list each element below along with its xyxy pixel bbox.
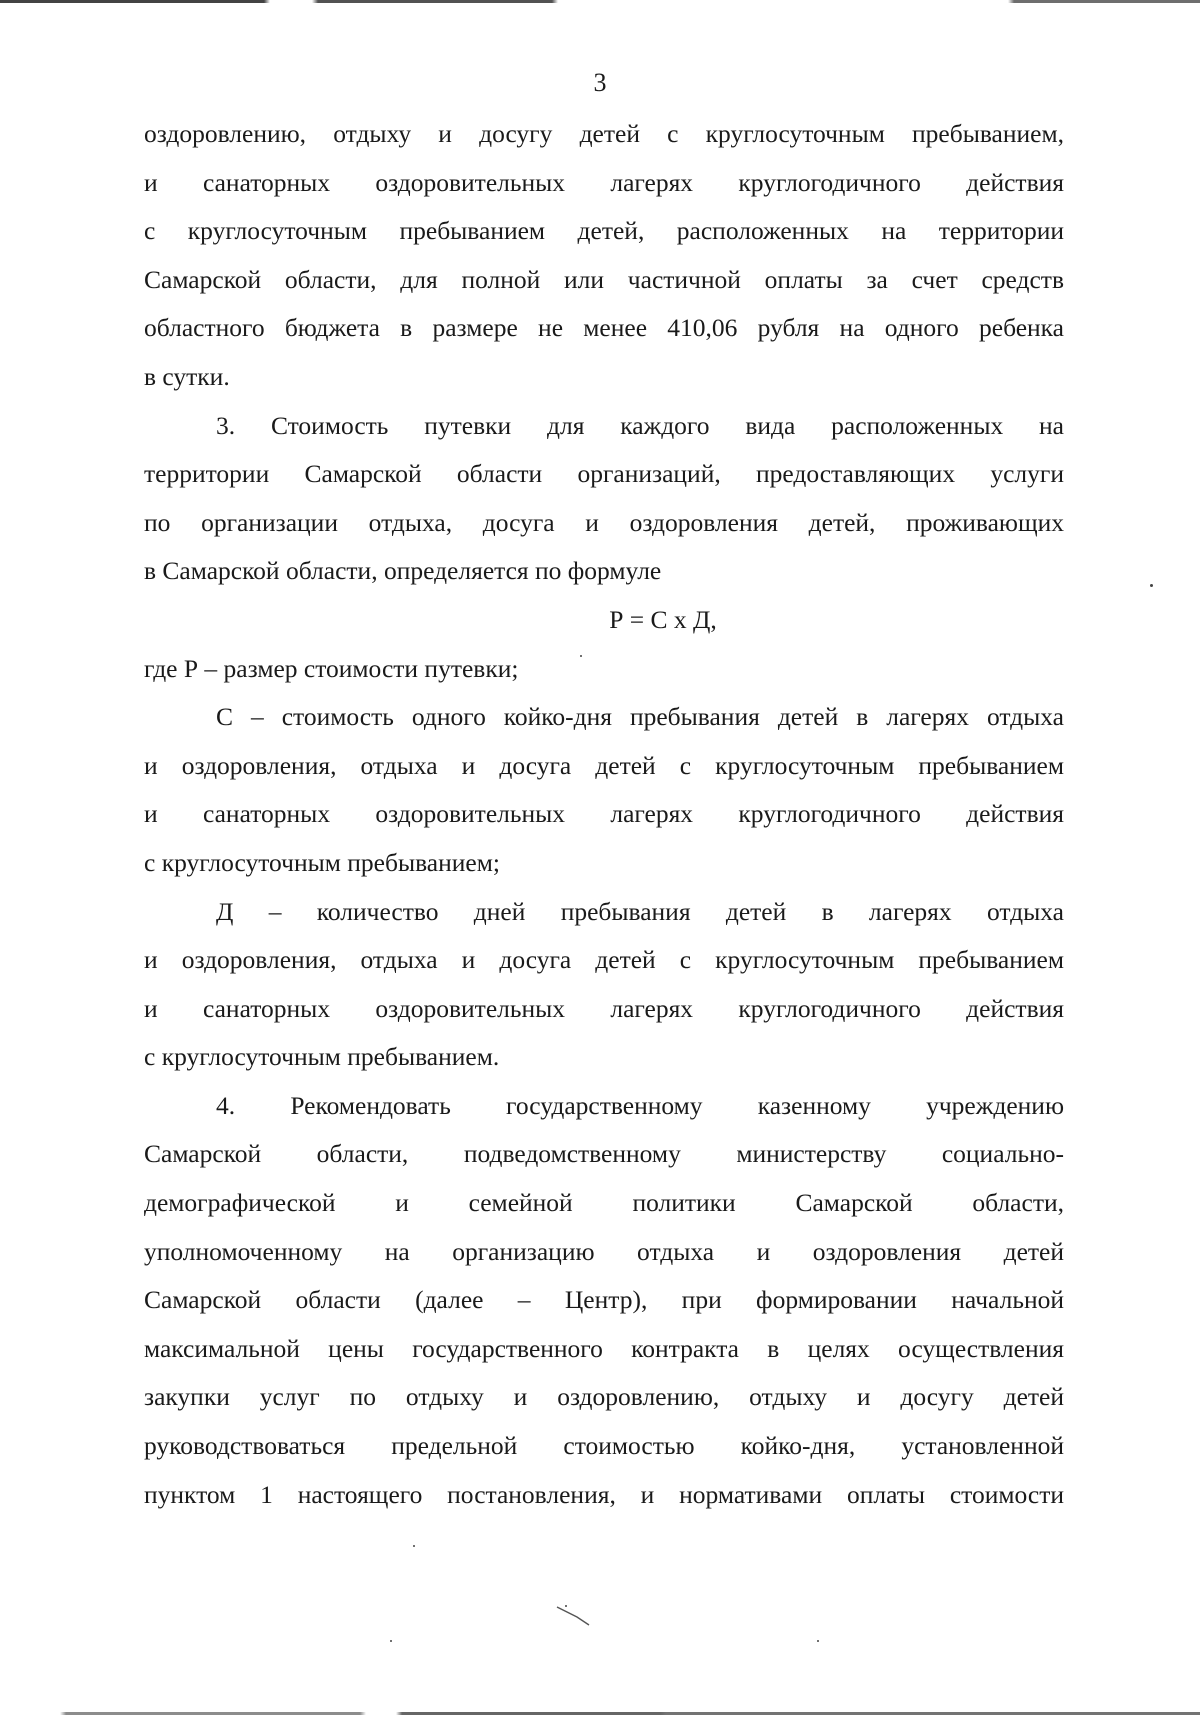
text-line: и санаторных оздоровительных лагерях круглогодичного действия [144, 993, 1064, 1023]
text-line: Д – количество дней пребывания детей в лагерях отдыха [216, 896, 1064, 926]
scan-edge-bottom [0, 1712, 1200, 1715]
text-line: демографической и семейной политики Самарской области, [144, 1188, 1064, 1218]
text-line: и оздоровления, отдыха и досуга детей с круглосуточным пребыванием [144, 945, 1064, 975]
scan-speck [1150, 584, 1153, 587]
text-line: по организации отдыха, досуга и оздоровления детей, проживающих [144, 507, 1064, 537]
scan-speck [413, 1545, 415, 1547]
text-line: руководствоваться предельной стоимостью койко-дня, установленной [144, 1431, 1064, 1461]
text-line: закупки услуг по отдыху и оздоровлению, отдыху и досугу детей [144, 1382, 1064, 1412]
scan-speck [580, 655, 582, 657]
text-line: С – стоимость одного койко-дня пребывания детей в лагерях отдыха [216, 702, 1064, 732]
formula-line: Р = С х Д, [609, 604, 717, 634]
text-line: и санаторных оздоровительных лагерях круглогодичного действия [144, 167, 1064, 197]
text-line: где Р – размер стоимости путевки; [144, 653, 519, 683]
text-line: и оздоровления, отдыха и досуга детей с круглосуточным пребыванием [144, 750, 1064, 780]
page-number: 3 [593, 68, 607, 97]
text-line: территории Самарской области организаций, предоставляющих услуги [144, 459, 1064, 489]
text-line: с круглосуточным пребыванием детей, расположенных на территории [144, 216, 1064, 246]
scan-speck [817, 1640, 819, 1642]
text-line: в сутки. [144, 361, 230, 391]
scan-speck [390, 1640, 392, 1642]
text-line: и санаторных оздоровительных лагерях круглогодичного действия [144, 799, 1064, 829]
text-line: Самарской области (далее – Центр), при формировании начальной [144, 1285, 1064, 1315]
text-line: оздоровлению, отдыху и досугу детей с круглосуточным пребыванием, [144, 119, 1064, 148]
text-line: максимальной цены государственного контракта в целях осуществления [144, 1333, 1064, 1363]
text-line: с круглосуточным пребыванием. [144, 1042, 500, 1072]
text-line: 3. Стоимость путевки для каждого вида расположенных на [216, 410, 1064, 440]
scan-edge-top [0, 0, 1200, 3]
text-line: уполномоченному на организацию отдыха и оздоровления детей [144, 1236, 1064, 1266]
text-line: пунктом 1 настоящего постановления, и нормативами оплаты стоимости [144, 1479, 1064, 1509]
text-line: 4. Рекомендовать государственному казенному учреждению [216, 1090, 1064, 1120]
scan-scratch-mark [555, 1605, 595, 1630]
text-line: Самарской области, подведомственному министерству социально- [144, 1139, 1064, 1169]
text-line: областного бюджета в размере не менее 410,06 рубля на одного ребенка [144, 313, 1064, 343]
text-line: Самарской области, для полной или частичной оплаты за счет средств [144, 264, 1064, 294]
text-line: в Самарской области, определяется по формуле [144, 556, 662, 586]
text-line: с круглосуточным пребыванием; [144, 847, 500, 877]
document-body [144, 110, 1064, 1519]
